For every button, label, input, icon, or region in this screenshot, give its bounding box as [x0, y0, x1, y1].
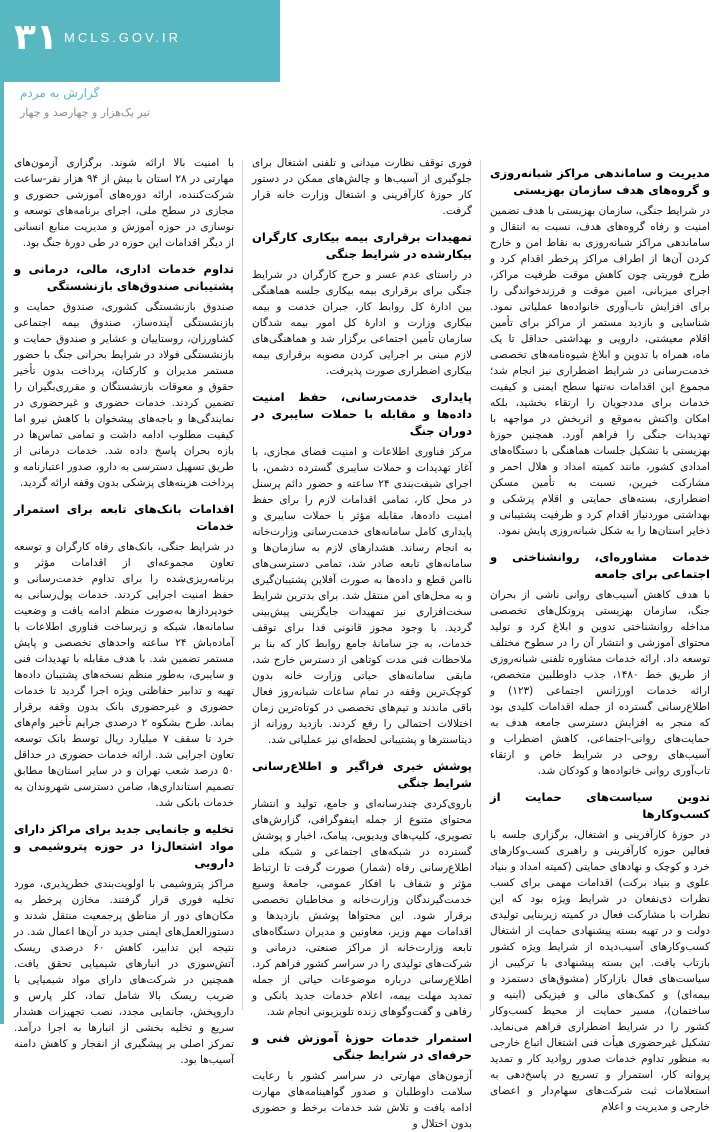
- article-paragraph: در شرایط جنگی، سازمان بهزیستی با هدف تضمین امنیت و رفاه گروه‌های هدف، نسبت به انتقال و ساماندهی مراکز شبانه‌روزی به نقاط امن و خارج کردن آن‌ها از اطراف مراکز پرخطر اقدام کرد و طرح فوریتی چون کاهش موقت ظرفیت مراکز، اجرای میزبانی، امین موقت و فرزندخواندگی را برای افزایش تاب‌آوری خانواده‌ها عملیاتی نمود. شناسایی و بازدید مستمر از مراکز برای تأمین اقلام معیشتی، دارویی و بهداشتی حداقل تا یک ماه، همراه با تدوین و ابلاغ شیوه‌نامه‌های تخصصی خدمت‌رسانی در شرایط اضطراری نیز انجام شد؛ مجموع این اقدامات نه‌تنها سطح ایمنی و کیفیت خدمات برای مددجویان را ارتقاء بخشید، بلکه امکان واکنش به‌موقع و اثربخش در مواجهه با تهدیدات جنگی را فراهم آورد. همچنین حوزهٔ بهزیستی با تشکیل جلسات هماهنگی با دستگاه‌های امدادی کشور، مانند کمیته امداد و هلال احمر و مشارکت خیرین، نسبت به تأمین مسکن اضطراری، بسته‌های حمایتی و اقلام پزشکی و بهداشتی موردنیاز اقدام کرد و ظرفیت پشتیبانی و ذخایر استان‌ها را به شکل شبانه‌روزی پایش نمود.: [490, 205, 710, 537]
- column-divider: [480, 160, 481, 1010]
- article-heading: تدوین سیاست‌های حمایت از کسب‌وکارها: [490, 790, 710, 821]
- section-subtitle: تیر یک‌هزار و چهارصد و چهار: [20, 106, 150, 119]
- article-paragraph: مرکز فناوری اطلاعات و امنیت فضای مجازی، با آغاز تهدیدات و حملات سایبری گسترده دشمن، با اجرای شیفت‌بندی ۲۴ ساعته و حضور دائم پرسنل در محل کار، تمامی اقدامات لازم را برای حفظ امنیت داده‌ها، مقابله مؤثر با حملات سایبری و پایداری کامل سامانه‌های خدمت‌رسانی وزارت‌خانه به انجام رساند. هشدارهای لازم به سازمان‌ها و سامانه‌های تابعه صادر شد، تمامی دسترسی‌های ناامن قطع و داده‌ها به صورت آفلاین پشتیبان‌گیری و به محل‌های امن منتقل شد. برای بدترین شرایط سخت‌افزاری نیز تمهیدات جایگزینی پیش‌بینی گردید. با وجود مجوز قانونی فدا برای توقف خدمات، به جز سامانهٔ جامع روابط کار که بنا بر ملاحظات فنی مدت کوتاهی از دسترس خارج شد، مابقی سامانه‌های حیاتی وزارت خانه بدون کوچک‌ترین وقفه در تمام ساعات شبانه‌روز فعال باقی ماندند و تیم‌های تخصصی در کوتاه‌ترین زمان اختلالات احتمالی را رفع کردند. بازدید روزانه از دیتاسنترها و پشتیبانی لحظه‌ای نیز عملیاتی شد.: [252, 446, 472, 746]
- site-url[interactable]: MCLS.GOV.IR: [64, 30, 182, 45]
- header-band: [0, 0, 280, 82]
- column-left: [14, 155, 235, 1066]
- column-middle: [252, 155, 472, 1130]
- side-rule: [0, 82, 4, 1024]
- article-heading: مدیریت و ساماندهی مراکز شبانه‌روزی و گروه‌های هدف سازمان بهزیستی: [490, 166, 710, 197]
- article-paragraph: باروی‌کردی چندرسانه‌ای و جامع، تولید و انتشار محتوای متنوع از جمله اینفوگرافی، گزارش‌های تصویری، کلیپ‌های ویدیویی، پیامک، اخبار و پوشش گسترده در شبکه‌های اجتماعی و شبکه ملی اطلاع‌رسانی رفاه (شمار) صورت گرفت تا ارتباط مؤثر و شفاف با افکار عمومی، جامعهٔ وسیع خدمت‌گیرندگان وزارت‌خانه و مخاطبان تخصصی برقرار شود. این محتواها پوشش بازدیدها و اقدامات مهم وزیر، معاونین و مدیران دستگاه‌های تابعه وزارت‌خانه از مراکز صنعتی، درمانی و شرکت‌های تولیدی را در سراسر کشور فراهم کرد. اطلاع‌رسانی درباره موضوعات حیاتی از جمله تمدید مهلت بیمه، اعلام خدمات جدید بانکی و رفاهی و گفت‌وگوهای زنده تلویزیونی انجام شد.: [252, 798, 472, 1018]
- article-paragraph: در راستای عدم عسر و حرج کارگران در شرایط جنگی برای برقراری بیمه بیکاری جلسه هماهنگی بین ادارهٔ کل روابط کار، جبران خدمت و بیمه بیکاری وزارت و ادارهٔ کل امور بیمه شدگان سازمان تأمین اجتماعی برگزار شد و هماهنگی‌های لازم مبنی بر اجرایی کردن مصوبه برقراری بیمه بیکاری اضطراری صورت پذیرفت.: [252, 269, 472, 377]
- article-paragraph: در شرایط جنگی، بانک‌های رفاه کارگران و توسعه تعاون مجموعه‌ای از اقدامات مؤثر و برنامه‌ریزی‌شده را برای تداوم خدمت‌رسانی و حفظ امنیت اجرایی کردند. خدمات پول‌رسانی به خودپردازها به‌صورت منظم ادامه یافت و وضعیت سامانه‌ها، شبکه و زیرساخت فناوری اطلاعات با آماده‌باش ۲۴ ساعته واحدهای تخصصی و پایش مستمر تضمین شد. با هدف مقابله با تهدیدات فنی و سایبری، به‌طور منظم نسخه‌های پشتیبان داده‌ها تهیه و تدابیر حفاظتی ویژه اجرا گردید تا خدمات حضوری و غیرحضوری بانک بدون وقفه برقرار بماند. طرح بشکوه ۲ درصدی جرایم تأخیر وام‌های خرد تا سقف ۷ میلیارد ریال توسط بانک توسعه تعاون اجرایی شد. ارائه خدمات حضوری در حداقل ۵۰ درصد شعب تهران و در سایر استان‌ها مطابق تصمیم استانداری‌ها، ضامن دسترسی شهروندان به خدمات بانکی شد.: [14, 541, 235, 809]
- article-heading: تخلیه و جانمایی جدید برای مراکز دارای مواد اشتعال‌زا در حوزه پتروشیمی و دارویی: [14, 822, 234, 870]
- article-heading: پوشش خبری فراگیر و اطلاع‌رسانی شرایط جنگی: [252, 759, 472, 790]
- page-number: ۳۱: [14, 17, 58, 58]
- article-paragraph: در حوزهٔ کارآفرینی و اشتغال، برگزاری جلسه با فعالین حوزه کارآفرینی و راهبری کسب‌وکارهای خرد و کوچک و نهادهای حمایتی (کمیته امداد و بنیاد علوی و بنیاد برکت) اقدامات مهمی برای کسب نظرات ذی‌نفعان در شرایط ویژه بود که این نظرات با مشارکت فعال در کمیته زیربنایی تولیدی دولت و در تهیه بسته پیشنهادی حمایت از اشتغال کسب‌وکارهای آسیب‌دیده از شرایط ویژه کشور بازتاب یافت. این بسته پیشنهادی با ترکیبی از سیاست‌های فعال بازارکار (مشوق‌های دستمزد و بیمه‌ای) و کمک‌های مالی و فیزیکی (ابنیه و ساختمان)، مسیر حمایت از محیط کسب‌وکار کشور را در شرایط اضطراری فراهم می‌نماید. تشکیل غیرحضوری هیأت فنی اشتغال اتباع خارجی به منظور تداوم خدمات صدور روادید کار و تمدید پروانه کار، استمرار و تسریع در پاسخ‌دهی به استعلامات ثبت شرکت‌های سهام‌دار و اعضای خارجی و مدیریت و اعلام: [490, 829, 710, 1113]
- article-heading: اقدامات بانک‌های تابعه برای استمرار خدمات: [14, 502, 234, 533]
- article-paragraph: با امنیت بالا ارائه شوند. برگزاری آزمون‌های مهارتی در ۲۸ استان با بیش از ۹۴ هزار نفر-ساعت شرکت‌کننده، ارائه دوره‌های آموزشی حضوری و مجازی در سطح ملی، اجرای برنامه‌های توسعه و نوسازی در حوزه آموزش و مدیریت منابع انسانی از دیگر اقدامات این حوزه در طی دورهٔ جنگ بود.: [14, 157, 234, 249]
- article-heading: خدمات مشاوره‌ای، روانشناختی و اجتماعی برای جامعه: [490, 550, 710, 581]
- article-paragraph: مراکز پتروشیمی با اولویت‌بندی خطرپذیری، مورد تخلیه فوری قرار گرفتند. مخازن پرخطر به مکان‌های دور از مناطق پرجمعیت منتقل شدند و دستورالعمل‌های ایمنی جدید در آن‌ها اعمال شد. در نتیجه این تدابیر، کاهش ۶۰ درصدی ریسک آتش‌سوزی در انبارهای شیمیایی تحقق یافت. همچنین در شرکت‌های دارای مواد شیمیایی با ضریب ریسک بالا شامل تماد، کلر پارس و داروپخش، جانمایی مجدد، نصب تجهیزات هشدار سریع و تخلیه بخشی از انبارها به اجرا درآمد. تمرکز اصلی بر پیشگیری از انفجار و کاهش دامنه آسیب‌ها بود.: [14, 878, 234, 1066]
- article-heading: استمرار خدمات حوزهٔ آموزش فنی و حرفه‌ای در شرایط جنگی: [252, 1031, 472, 1062]
- column-divider: [242, 160, 243, 1010]
- article-heading: پایداری خدمت‌رسانی، حفظ امنیت داده‌ها و مقابله با حملات سایبری در دوران جنگ: [252, 390, 472, 438]
- column-right: [490, 155, 710, 1113]
- article-heading: تداوم خدمات اداری، مالی، درمانی و پشتیبانی صندوق‌های بازنشستگی: [14, 262, 234, 293]
- article-paragraph: آزمون‌های مهارتی در سراسر کشور با رعایت سلامت داوطلبان و صدور گواهینامه‌های مهارت ادامه یافت و تلاش شد خدمات برخط و حضوری بدون اختلال و: [252, 1070, 472, 1130]
- article-paragraph: صندوق بازنشستگی کشوری، صندوق حمایت و بازنشستگی آینده‌ساز، صندوق بیمه اجتماعی کشاورزان، روستاییان و عشایر و صندوق حمایت و بازنشستگی فولاد در شرایط بحرانی جنگ با حضور مستمر مدیران و کارکنان، پرداخت بدون تأخیر حقوق و معوقات بازنشستگان و مقرری‌بگیران را تضمین کردند. خدمات حضوری و غیرحضوری در نمایندگی‌ها و باجه‌های پیشخوان با کاهش نیرو اما کیفیت مطلوب ادامه داشت و تمامی تماس‌ها در بازه بحران پاسخ داده شد. خدمات درمانی از طریق تسهیل دسترسی به دارو، صدور اعتبارنامه و پرداخت هزینه‌های پزشکی بدون وقفه ارائه گردید.: [14, 301, 234, 489]
- article-heading: تمهیدات برقراری بیمه بیکاری کارگران بیکارشده در شرایط جنگی: [252, 230, 472, 261]
- section-title: گزارش به مردم: [20, 86, 100, 100]
- article-paragraph: با هدف کاهش آسیب‌های روانی ناشی از بحران جنگ، سازمان بهزیستی پروتکل‌های تخصصی مداخله روانشناختی تدوین و ابلاغ کرد و تولید محتوای آموزشی و انتشار آن را در سطوح مختلف توسعه داد. ارائه خدمات مشاوره تلفنی شبانه‌روزی از طریق خط ۱۴۸۰، جذب داوطلبین متخصص، ارائه خدمات اورژانس اجتماعی (۱۲۳) و اطلاع‌رسانی گسترده از جمله اقدامات کلیدی بود که منجر به افزایش دسترسی جامعه هدف به حمایت‌های روانی-اجتماعی، کاهش اضطراب و آسیب‌های روحی در شرایط خاص و ارتقاء تاب‌آوری روانی خانواده‌ها و کودکان شد.: [490, 589, 710, 777]
- article-paragraph: فوری توقف نظارت میدانی و تلفنی اشتغال برای جلوگیری از آسیب‌ها و چالش‌های ممکن در دستور کار حوزهٔ کارآفرینی و اشتغال وزارت خانه قرار گرفت.: [252, 157, 472, 217]
